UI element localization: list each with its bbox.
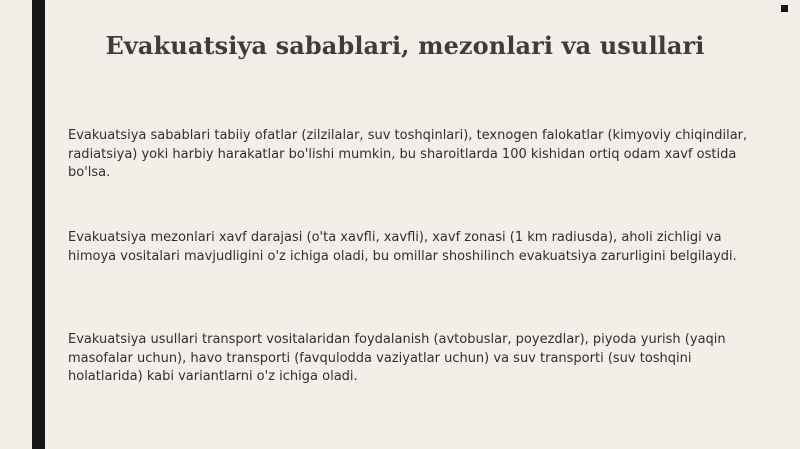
left-accent-bar (32, 0, 45, 449)
paragraph-reasons: Evakuatsiya sabablari tabiiy ofatlar (zilzilalar, suv toshqinlari), texnogen falokatlar (kimyoviy chiqindilar, radiatsiya) yoki harbiy harakatlar bo'lishi mumkin, bu sharoitlarda 100 kishidan ortiq odam xavf ostida bo'lsa. (68, 128, 748, 180)
slide-title: Evakuatsiya sabablari, mezonlari va usullari (105, 31, 705, 60)
paragraph-methods: Evakuatsiya usullari transport vositalaridan foydalanish (avtobuslar, poyezdlar), piyoda yurish (yaqin masofalar uchun), havo transporti (favqulodda vaziyatlar uchun) va suv transporti (suv toshqini holatlarida) kabi variantlarni o'z ichiga oladi. (68, 332, 726, 384)
corner-square-decoration (781, 5, 788, 12)
paragraph-criteria: Evakuatsiya mezonlari xavf darajasi (o'ta xavfli, xavfli), xavf zonasi (1 km radiusda), aholi zichligi va himoya vositalari mavjudligini o'z ichiga oladi, bu omillar shoshilinch evakuatsiya zarurligini belgilaydi. (68, 230, 737, 264)
